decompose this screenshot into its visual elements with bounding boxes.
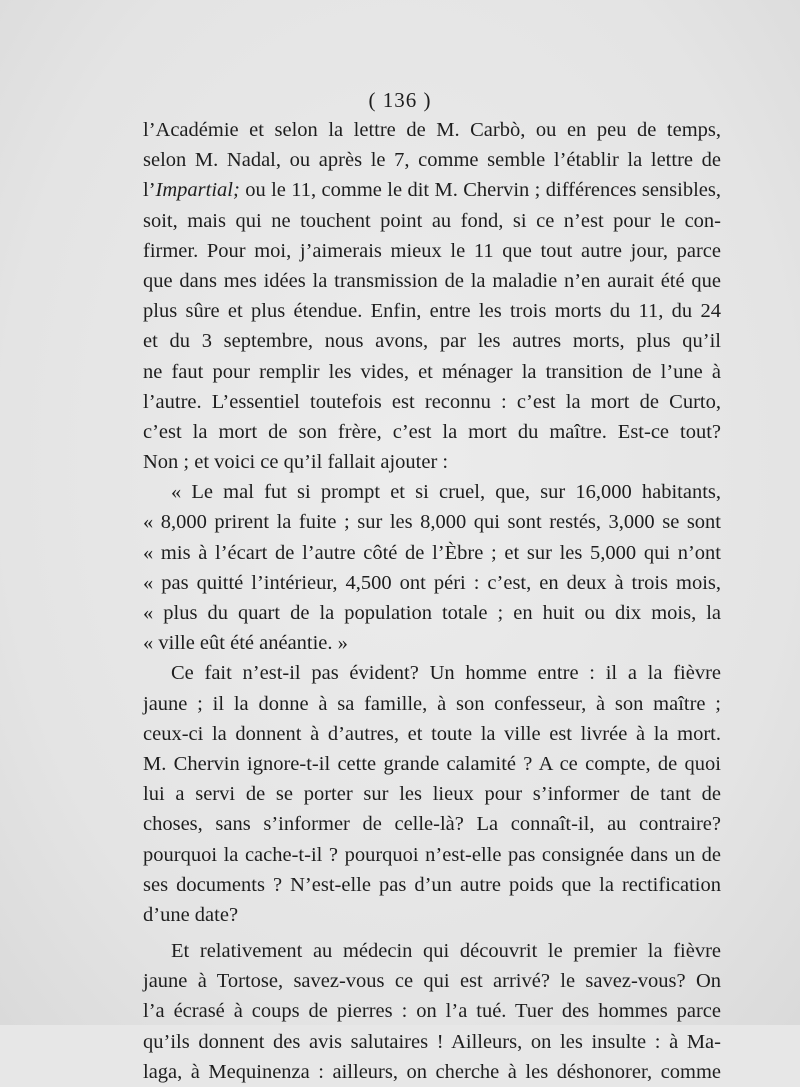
text-segment: l’: [143, 179, 156, 202]
text-line: l’a écrasé à coups de pierres : on l’a tué. Tuer des hommes parce: [143, 1000, 721, 1023]
text-line: selon M. Nadal, ou après le 7, comme semble l’établir la lettre de: [143, 149, 721, 172]
text-line: qu’ils donnent des avis salutaires ! Ailleurs, on les insulte : à Ma-: [143, 1030, 721, 1053]
text-line: que dans mes idées la transmission de la maladie n’en aurait été que: [143, 269, 721, 292]
text-line: lui a servi de se porter sur les lieux pour s’informer de tant de: [143, 783, 721, 806]
text-line: choses, sans s’informer de celle-là? La connaît-il, au contraire?: [143, 813, 721, 836]
text-segment: ou le 11, comme le dit M. Chervin ; différences sensibles,: [239, 179, 721, 202]
text-line: Non ; et voici ce qu’il fallait ajouter :: [143, 451, 449, 474]
text-line: Ce fait n’est-il pas évident? Un homme entre : il a la fièvre: [171, 662, 721, 685]
text-line: d’une date?: [143, 903, 239, 926]
italic-title: Impartial;: [155, 179, 240, 202]
text-line: ses documents ? N’est-elle pas d’un autre poids que la rectification: [143, 873, 721, 896]
text-line: soit, mais qui ne touchent point au fond, si ce n’est pour le con-: [143, 209, 721, 232]
text-line: et du 3 septembre, nous avons, par les autres morts, plus qu’il: [143, 330, 721, 353]
text-line: l’autre. L’essentiel toutefois est reconnu : c’est la mort de Curto,: [143, 390, 721, 413]
text-line: jaune à Tortose, savez-vous ce qui est arrivé? le savez-vous? On: [143, 970, 721, 993]
quote-line: « mis à l’écart de l’autre côté de l’Èbre ; et sur les 5,000 qui n’ont: [143, 541, 721, 564]
text-line: firmer. Pour moi, j’aimerais mieux le 11 que tout autre jour, parce: [143, 239, 721, 262]
text-line: ne faut pour remplir les vides, et ménager la transition de l’une à: [143, 360, 721, 383]
text-line: [143, 175, 721, 205]
quote-line: « Le mal fut si prompt et si cruel, que, sur 16,000 habitants,: [171, 481, 721, 504]
text-line: laga, à Mequinenza : ailleurs, on cherche à les déshonorer, comme: [143, 1060, 721, 1083]
text-line: M. Chervin ignore-t-il cette grande calamité ? A ce compte, de quoi: [143, 752, 721, 775]
text-line: ceux-ci la donnent à d’autres, et toute la ville est livrée à la mort.: [143, 722, 721, 745]
quote-line: « ville eût été anéantie. »: [143, 632, 348, 655]
body-text: [143, 115, 721, 1087]
quote-line: « plus du quart de la population totale ; en huit ou dix mois, la: [143, 602, 721, 624]
text-line: plus sûre et plus étendue. Enfin, entre les trois morts du 11, du 24: [143, 300, 721, 323]
page-number: ( 136 ): [368, 88, 432, 112]
quote-line: « pas quitté l’intérieur, 4,500 ont péri : c’est, en deux à trois mois,: [143, 571, 721, 594]
text-line: jaune ; il la donne à sa famille, à son confesseur, à son maître ;: [143, 692, 721, 715]
text-line: pourquoi la cache-t-il ? pourquoi n’est-elle pas consignée dans un de: [143, 843, 721, 866]
text-line: c’est la mort de son frère, c’est la mort du maître. Est-ce tout?: [143, 420, 721, 443]
text-line: l’Académie et selon la lettre de M. Carbò, ou en peu de temps,: [143, 119, 721, 141]
quote-line: « 8,000 prirent la fuite ; sur les 8,000 qui sont restés, 3,000 se sont: [143, 511, 721, 534]
text-line: Et relativement au médecin qui découvrit le premier la fièvre: [171, 940, 721, 963]
